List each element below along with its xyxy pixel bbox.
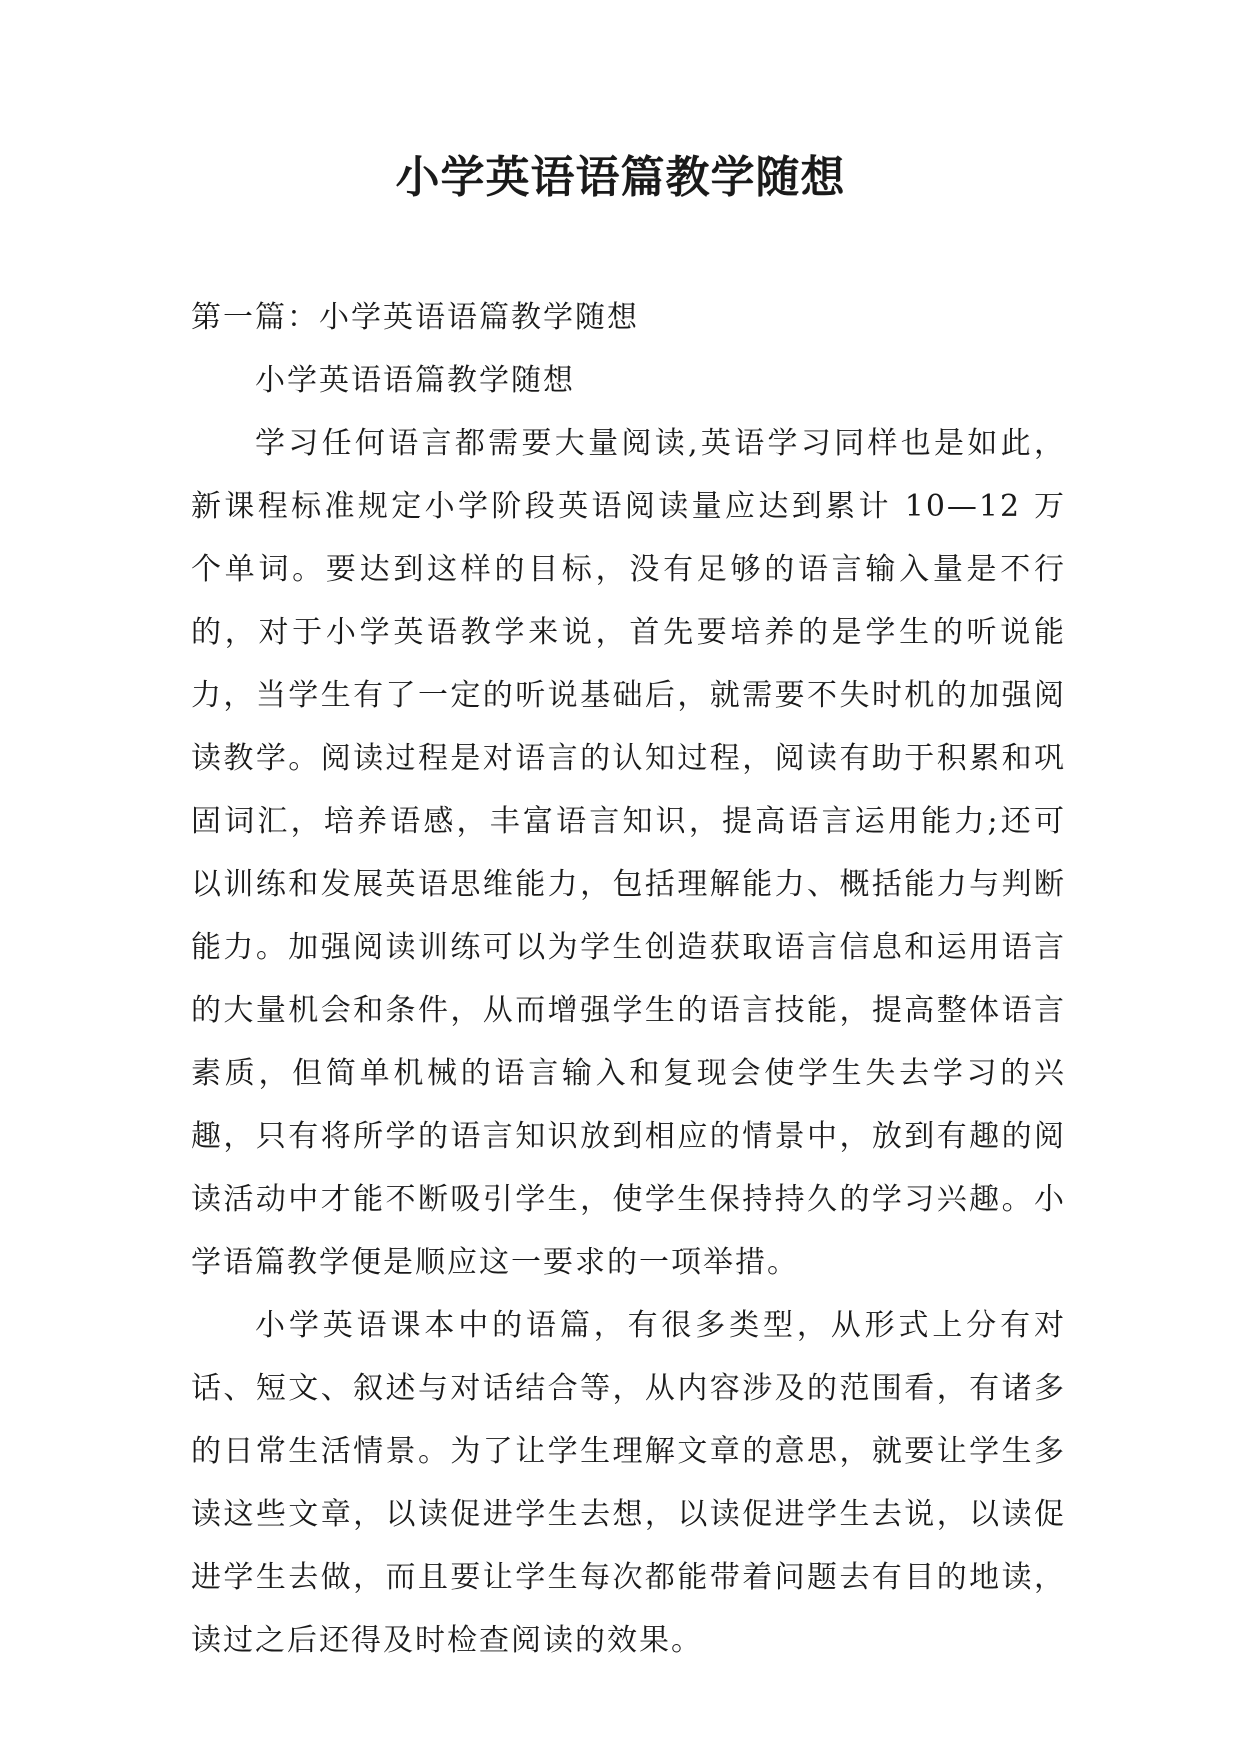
body-paragraph-2: 小学英语课本中的语篇，有很多类型，从形式上分有对话、短文、叙述与对话结合等，从内容涉及的范围看，有诸多的日常生活情景。为了让学生理解文章的意思，就要让学生多读这些文章，以读促进学生去想，以读促进学生去说，以读促进学生去做，而且要让学生每次都能带着问题去有目的地读，读过之后还得及时检查阅读的效果。: [191, 1308, 1066, 1658]
chapter-heading: 第一篇：小学英语语篇教学随想: [191, 300, 639, 335]
document-body: [191, 286, 1066, 1672]
section-subtitle: 小学英语语篇教学随想: [255, 363, 575, 398]
body-paragraph-1: 学习任何语言都需要大量阅读,英语学习同样也是如此，新课程标准规定小学阶段英语阅读量应达到累计 10—12 万个单词。要达到这样的目标，没有足够的语言输入量是不行的，对于小学英语教学来说，首先要培养的是学生的听说能力，当学生有了一定的听说基础后，就需要不失时机的加强阅读教学。阅读过程是对语言的认知过程，阅读有助于积累和巩固词汇，培养语感，丰富语言知识，提高语言运用能力;还可以训练和发展英语思维能力，包括理解能力、概括能力与判断能力。加强阅读训练可以为学生创造获取语言信息和运用语言的大量机会和条件，从而增强学生的语言技能，提高整体语言素质，但简单机械的语言输入和复现会使学生失去学习的兴趣，只有将所学的语言知识放到相应的情景中，放到有趣的阅读活动中才能不断吸引学生，使学生保持持久的学习兴趣。小学语篇教学便是顺应这一要求的一项举措。: [191, 426, 1066, 1280]
document-title: 小学英语语篇教学随想: [395, 152, 846, 203]
